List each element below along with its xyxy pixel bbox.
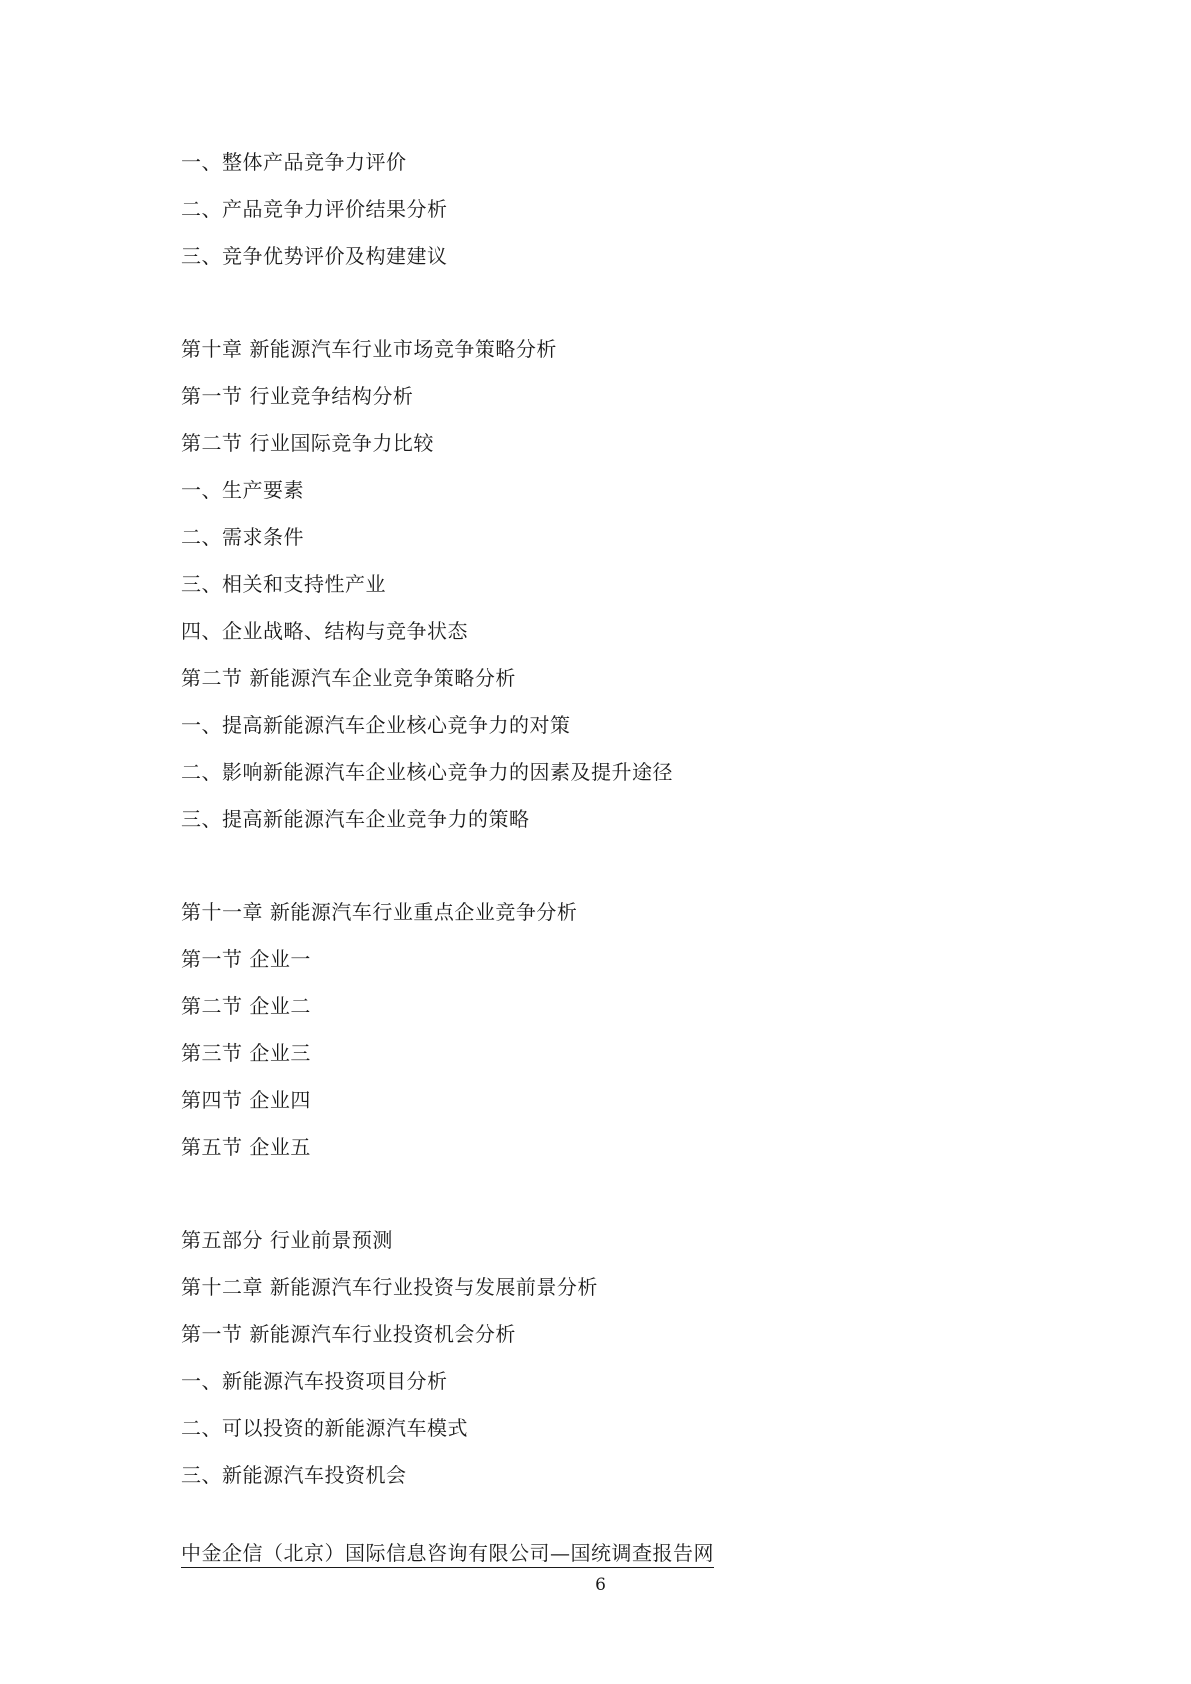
toc-line: 第一节 行业竞争结构分析 (181, 384, 414, 408)
section-gap (181, 1182, 1041, 1228)
toc-line: 第二节 行业国际竞争力比较 (181, 431, 434, 455)
toc-line: 一、整体产品竞争力评价 (181, 150, 407, 174)
toc-block-4 (181, 1228, 1041, 1487)
toc-line: 三、新能源汽车投资机会 (181, 1463, 407, 1487)
toc-content (181, 150, 1041, 1510)
toc-line: 三、相关和支持性产业 (181, 572, 386, 596)
toc-line: 一、新能源汽车投资项目分析 (181, 1369, 448, 1393)
toc-chapter-heading: 第十二章 新能源汽车行业投资与发展前景分析 (181, 1275, 598, 1299)
toc-block-1 (181, 150, 1041, 268)
toc-line: 二、可以投资的新能源汽车模式 (181, 1416, 468, 1440)
toc-part-heading: 第五部分 行业前景预测 (181, 1228, 393, 1252)
toc-block-2 (181, 337, 1041, 831)
toc-line: 第四节 企业四 (181, 1088, 311, 1112)
toc-line: 第三节 企业三 (181, 1041, 311, 1065)
toc-line: 三、提高新能源汽车企业竞争力的策略 (181, 807, 530, 831)
toc-line: 一、生产要素 (181, 478, 304, 502)
toc-line: 第五节 企业五 (181, 1135, 311, 1159)
toc-line: 四、企业战略、结构与竞争状态 (181, 619, 468, 643)
section-gap (181, 854, 1041, 900)
toc-line: 一、提高新能源汽车企业核心竞争力的对策 (181, 713, 571, 737)
toc-chapter-heading: 第十章 新能源汽车行业市场竞争策略分析 (181, 337, 557, 361)
toc-line: 第二节 企业二 (181, 994, 311, 1018)
toc-chapter-heading: 第十一章 新能源汽车行业重点企业竞争分析 (181, 900, 578, 924)
footer-company-name: 中金企信（北京）国际信息咨询有限公司—国统调查报告网 (181, 1540, 714, 1568)
toc-line: 第一节 企业一 (181, 947, 311, 971)
toc-line: 二、需求条件 (181, 525, 304, 549)
toc-line: 二、影响新能源汽车企业核心竞争力的因素及提升途径 (181, 760, 673, 784)
toc-line: 三、竞争优势评价及构建建议 (181, 244, 448, 268)
section-gap (181, 291, 1041, 337)
toc-line: 第一节 新能源汽车行业投资机会分析 (181, 1322, 516, 1346)
toc-block-3 (181, 900, 1041, 1159)
toc-line: 第二节 新能源汽车企业竞争策略分析 (181, 666, 516, 690)
toc-line: 二、产品竞争力评价结果分析 (181, 197, 448, 221)
page-number: 6 (595, 1575, 606, 1595)
